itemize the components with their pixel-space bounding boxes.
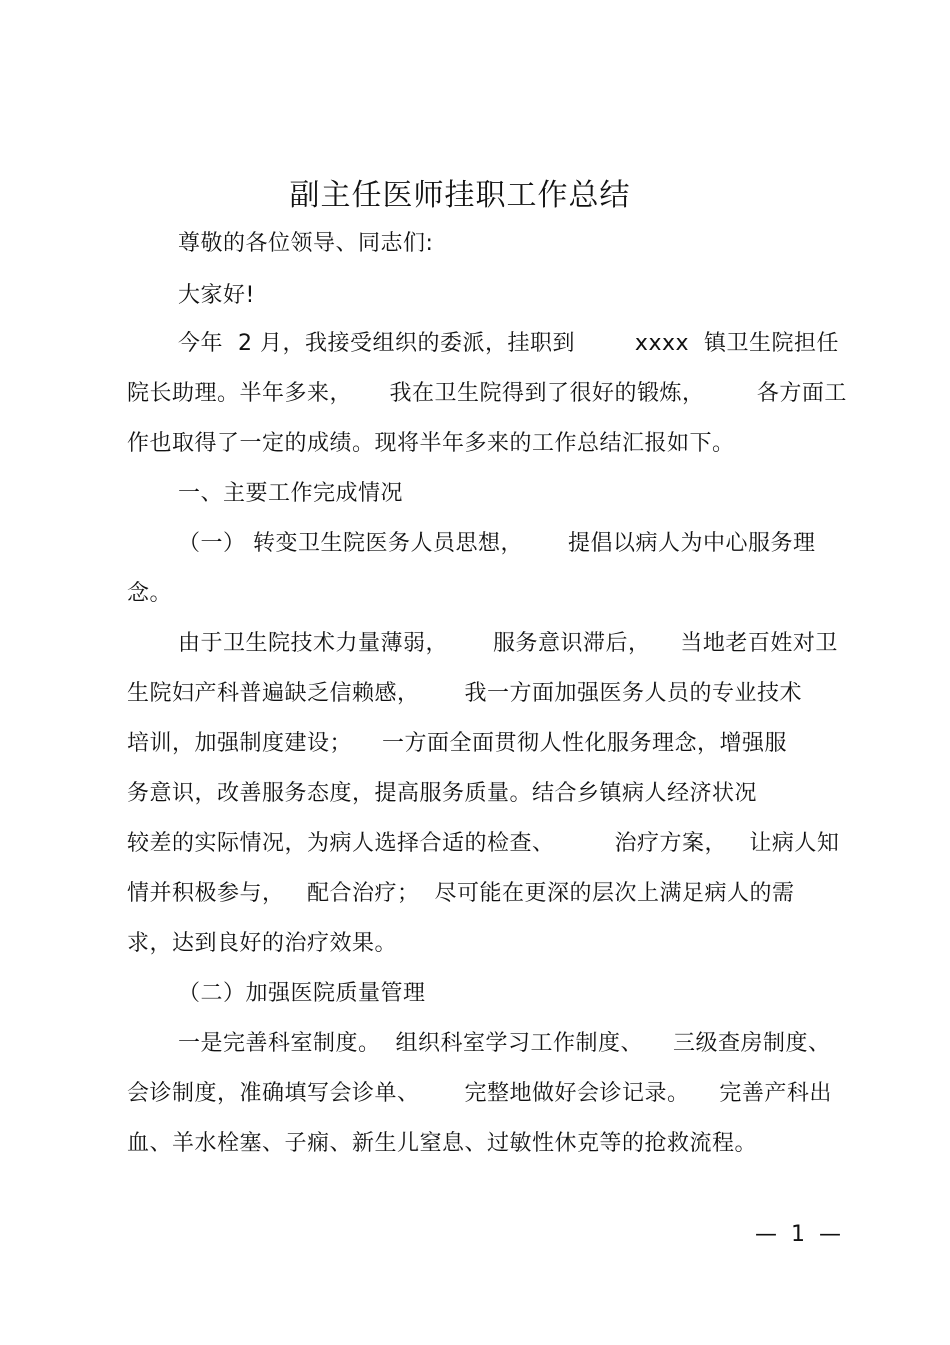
paragraph-line: 院长助理。半年多来， 我在卫生院得到了很好的锻炼， 各方面工	[127, 381, 847, 406]
page-number: — 1 —	[755, 1222, 841, 1247]
paragraph-line: 血、羊水栓塞、子痫、新生儿窒息、过敏性休克等的抢救流程。	[127, 1131, 758, 1156]
paragraph-line: 较差的实际情况，为病人选择合适的检查、 治疗方案， 让病人知	[127, 831, 840, 856]
greeting: 大家好!	[178, 283, 255, 308]
subsection-heading: （一） 转变卫生院医务人员思想， 提倡以病人为中心服务理	[178, 531, 816, 556]
paragraph-line: 培训，加强制度建设； 一方面全面贯彻人性化服务理念，增强服	[127, 731, 787, 756]
paragraph-line: 今年 2 月，我接受组织的委派，挂职到 xxxx 镇卫生院担任	[178, 331, 839, 356]
paragraph-line: 作也取得了一定的成绩。现将半年多来的工作总结汇报如下。	[127, 431, 735, 456]
paragraph-line: 情并积极参与， 配合治疗； 尽可能在更深的层次上满足病人的需	[127, 881, 795, 906]
document-title: 副主任医师挂职工作总结	[289, 178, 631, 213]
subsection-heading: （二）加强医院质量管理	[178, 981, 426, 1006]
paragraph-line: 一是完善科室制度。 组织科室学习工作制度、 三级查房制度、	[178, 1031, 831, 1056]
paragraph-line: 会诊制度，准确填写会诊单、 完整地做好会诊记录。 完善产科出	[127, 1081, 832, 1106]
paragraph-line: 生院妇产科普遍缺乏信赖感， 我一方面加强医务人员的专业技术	[127, 681, 802, 706]
subsection-heading: 念。	[127, 581, 173, 606]
paragraph-line: 务意识，改善服务态度，提高服务质量。结合乡镇病人经济状况	[127, 781, 758, 806]
section-heading: 一、主要工作完成情况	[178, 481, 404, 506]
salutation: 尊敬的各位领导、同志们:	[178, 231, 434, 256]
paragraph-line: 求，达到良好的治疗效果。	[127, 931, 398, 956]
paragraph-line: 由于卫生院技术力量薄弱， 服务意识滞后， 当地老百姓对卫	[178, 631, 838, 656]
